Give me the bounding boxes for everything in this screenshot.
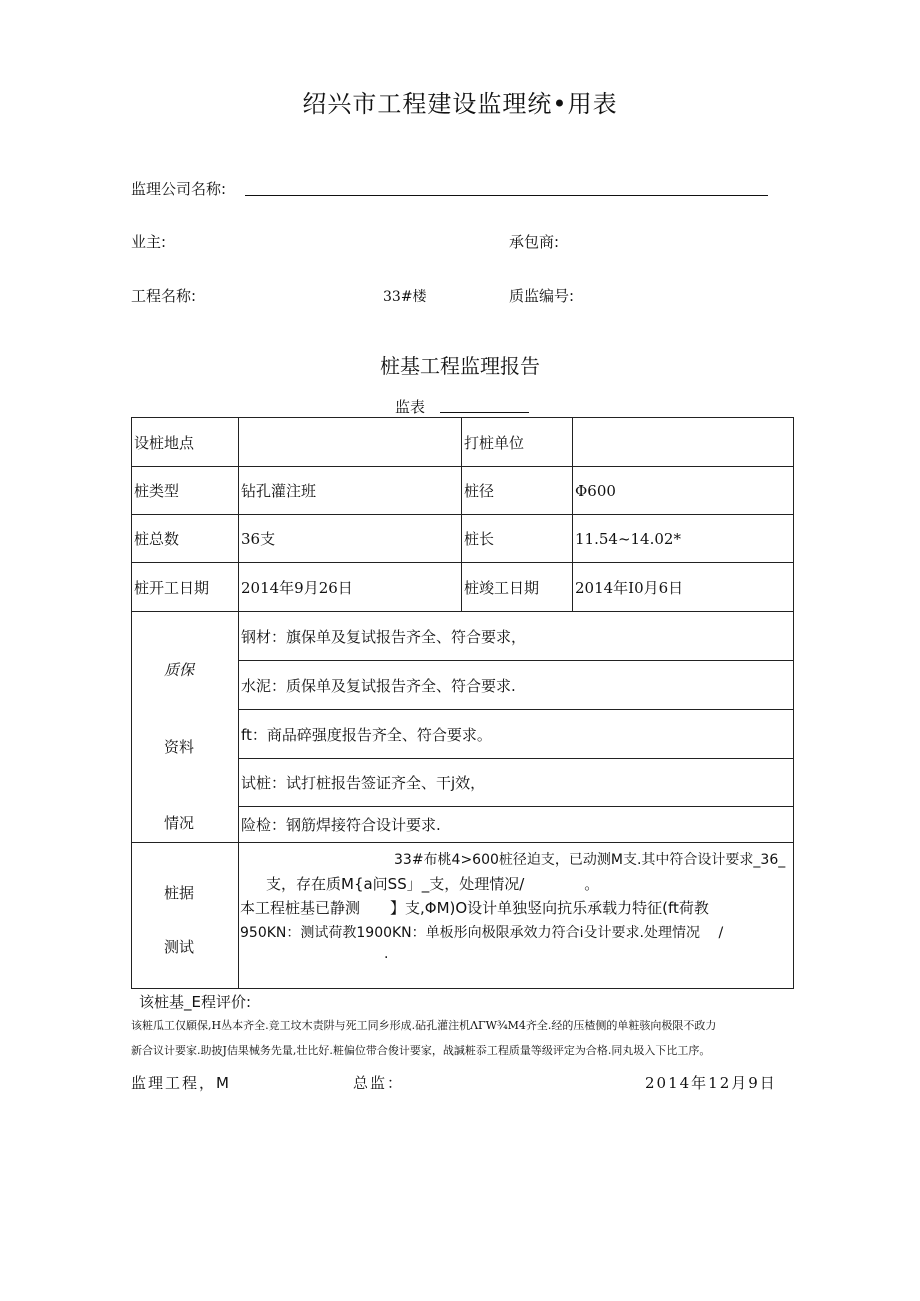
end-date-label: 桩竣工日期 <box>462 563 573 612</box>
project-value: 33#楼 <box>383 289 427 305</box>
quality-item: 险检：钢筋焊接符合设计要求. <box>239 807 794 843</box>
unit-label: 打桩单位 <box>462 418 573 467</box>
pile-length-value: 11.54~14.02* <box>573 515 794 563</box>
evaluation-label: 该桩基_E程评价: <box>139 993 252 1011</box>
document-title: 绍兴市工程建设监理统•用表 <box>302 90 618 118</box>
test-label-1: 桩据 <box>164 884 195 902</box>
pile-count-value: 36支 <box>239 515 462 563</box>
start-date-value: 2014年9月26日 <box>239 563 462 612</box>
quality-item: 水泥：质保单及复试报告齐全、符合要求. <box>239 661 794 710</box>
unit-value <box>573 418 794 467</box>
report-title: 桩基工程监理报告 <box>380 354 540 378</box>
table-row <box>132 515 794 563</box>
start-date-label: 桩开工日期 <box>132 563 239 612</box>
quality-label-1: 质保 <box>164 661 195 679</box>
quality-no-label: 质监编号: <box>509 287 575 305</box>
quality-section-label <box>132 612 239 843</box>
project-label: 工程名称: <box>131 287 197 305</box>
test-label-2: 测试 <box>164 938 195 956</box>
contractor-label: 承包商: <box>509 233 560 251</box>
pile-type-value: 钻孔灌注班 <box>239 467 462 515</box>
quality-item: 钢材：旗保单及复试报告齐全、符合要求， <box>239 612 794 661</box>
table-row <box>132 418 794 467</box>
site-label: 设桩地点 <box>132 418 239 467</box>
report-date: 2014年12月9日 <box>645 1074 777 1092</box>
table-row <box>132 563 794 612</box>
quality-item: ft：商品碎强度报告齐全、符合要求。 <box>239 710 794 759</box>
evaluation-line: 该粧瓜工仅願保,H丛本齐全.竞工坟木责阱与死工同乡形成.砧孔灌注机ΛΓW¾M4齐全.经的压楂侧的单粧骇向极限不政力 <box>131 1019 717 1032</box>
test-content <box>239 843 794 989</box>
quality-label-3: 情况 <box>164 814 195 832</box>
test-section-label <box>132 843 239 989</box>
table-row <box>132 843 794 989</box>
end-date-value: 2014年I0月6日 <box>573 563 794 612</box>
table-row <box>132 612 794 661</box>
test-line: 950KN：测试荷教1900KN：单板彤向极限承效力符合i殳计要求.处理情况 / <box>240 925 724 941</box>
test-line: . <box>384 946 389 962</box>
form-no-underline <box>440 412 529 413</box>
quality-label-2: 资料 <box>164 738 195 756</box>
pile-diameter-label: 桩径 <box>462 467 573 515</box>
pile-count-label: 桩总数 <box>132 515 239 563</box>
test-line: 本工程桩基已静测 】支,ΦM)O设计单独竖向抗乐承载力特征(ft荷教 <box>240 899 709 917</box>
pile-length-label: 桩长 <box>462 515 573 563</box>
pile-type-label: 桩类型 <box>132 467 239 515</box>
form-no-label: 监表 <box>395 398 426 416</box>
chief-label: 总监： <box>353 1074 405 1092</box>
test-line: 33#布桃4>600桩径迫支，已动测M支.其中符合设计要求_36_ <box>394 852 786 868</box>
test-line: 支，存在质M{a问SS」_支，处理情况/ 。 <box>266 875 600 893</box>
table-row <box>132 467 794 515</box>
pile-diameter-value: Φ600 <box>573 467 794 515</box>
report-table <box>131 417 794 989</box>
company-underline <box>245 195 768 196</box>
quality-item: 试桩：试打桩报告签证齐全、干j效， <box>239 759 794 807</box>
engineer-label: 监理工程，M <box>131 1074 231 1092</box>
site-value <box>239 418 462 467</box>
company-label: 监理公司名称: <box>131 180 227 198</box>
evaluation-line: 新合议计要家.助披J佶果械务先量,壮比好.粧偏位带合俊计要家，战諴粧忝工程质量等级评定为合格.同丸圾入下比工序。 <box>131 1044 711 1057</box>
owner-label: 业主: <box>131 233 167 251</box>
